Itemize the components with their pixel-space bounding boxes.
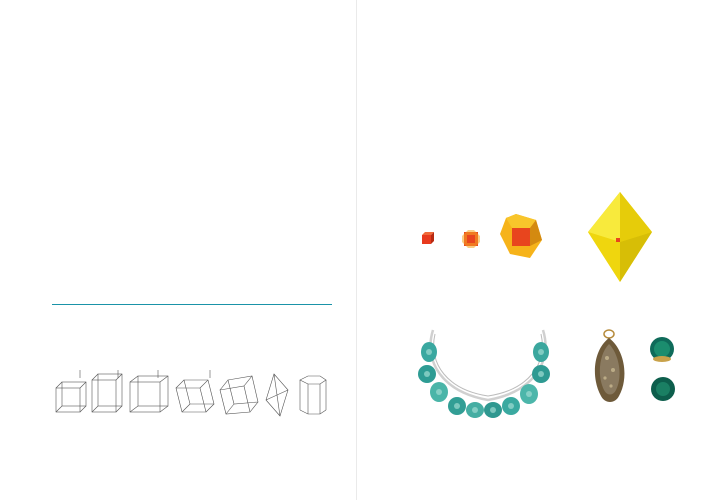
truncated-cube — [462, 230, 480, 248]
crystal-trigonal-shape — [266, 374, 288, 416]
right-page — [357, 0, 714, 500]
section-rule — [52, 304, 332, 305]
left-text-block-1 — [52, 51, 332, 52]
crystal-orthorhombique-shape — [130, 376, 168, 412]
jewelry-photo-necklace — [413, 322, 563, 418]
crystal-cubique-shape — [56, 382, 86, 412]
red-cube-germ — [422, 232, 434, 244]
crystal-quadratique-shape — [92, 374, 122, 412]
crystal-triclinique-shape — [220, 376, 258, 414]
crystal-growth-illustration — [412, 190, 692, 285]
octahedron — [588, 192, 652, 282]
crystal-systems-diagram — [52, 360, 334, 435]
crystal-hexagonal-shape — [300, 376, 326, 414]
crystal-monoclinique-shape — [176, 380, 214, 412]
jewelry-photo-ring-top — [647, 335, 677, 363]
jewelry-photo-pendant — [587, 328, 632, 408]
jewelry-photo-ring-bottom — [649, 376, 677, 402]
cuboctahedron — [500, 214, 542, 258]
